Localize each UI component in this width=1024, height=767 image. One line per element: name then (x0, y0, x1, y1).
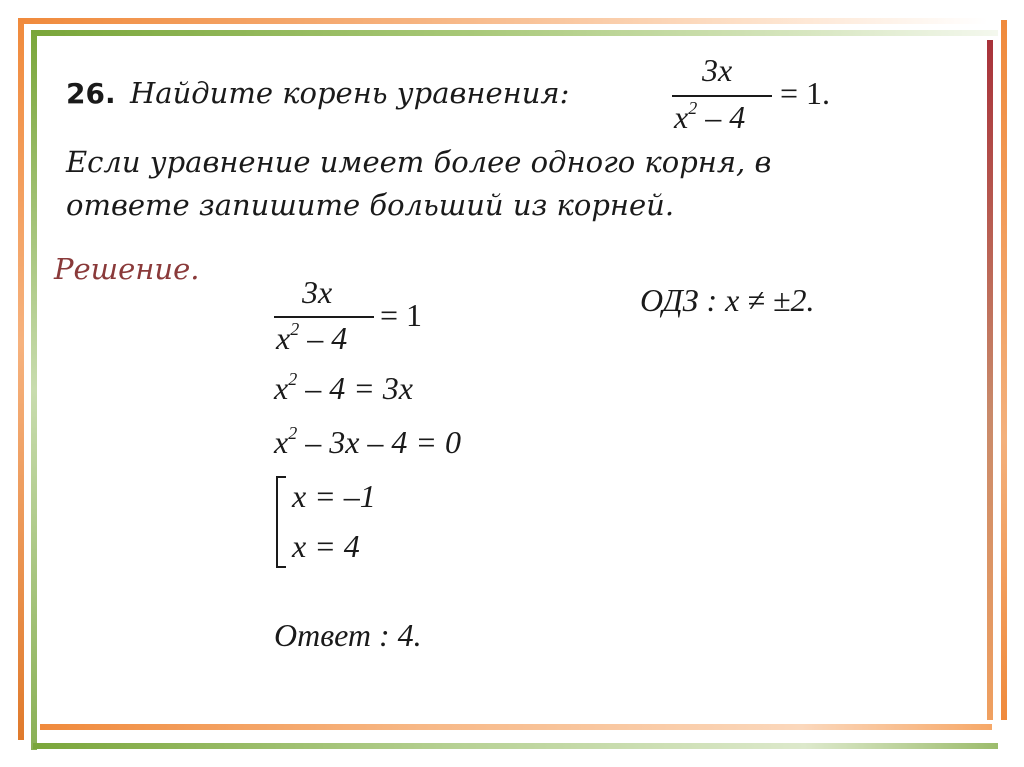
step1-rhs: = 1 (380, 297, 423, 333)
task-number: 26. (66, 77, 116, 110)
top-orange-border (20, 18, 988, 24)
task-text: Найдите корень уравнения: (130, 76, 570, 110)
bottom-green-border (33, 743, 998, 749)
bottom-orange-border (40, 724, 992, 730)
task-equation-denominator: $x^2 - 4$ (674, 98, 746, 135)
roots-bracket (276, 476, 286, 568)
task-equation-rhs: = 1. (780, 75, 831, 111)
step1-fraction-bar (274, 316, 374, 318)
solution-step-3: $x^2 - 3x - 4 = 0$ (274, 423, 461, 460)
condition-line-1: Если уравнение имеет более одного корня, в (66, 145, 772, 179)
task-equation-fraction-bar (672, 95, 772, 97)
right-orange-border (1001, 20, 1007, 720)
condition-line-2: ответе запишите больший из корней. (66, 188, 675, 222)
odz-condition: ОДЗ : x ≠ ±2. (640, 282, 815, 318)
task-equation-numerator: 3x (702, 52, 733, 88)
solution-label: Решение. (54, 252, 200, 286)
root-2: x = 4 (292, 528, 360, 564)
left-orange-border (18, 18, 24, 740)
root-1: x = –1 (292, 478, 376, 514)
step1-numerator: 3x (302, 274, 333, 310)
answer: Ответ : 4. (274, 617, 422, 653)
left-green-border (31, 30, 37, 750)
step1-denominator: $x^2 - 4$ (276, 319, 348, 356)
right-red-border (987, 40, 993, 720)
solution-step-2: $x^2 - 4 = 3x$ (274, 369, 413, 406)
top-green-border (33, 30, 998, 36)
